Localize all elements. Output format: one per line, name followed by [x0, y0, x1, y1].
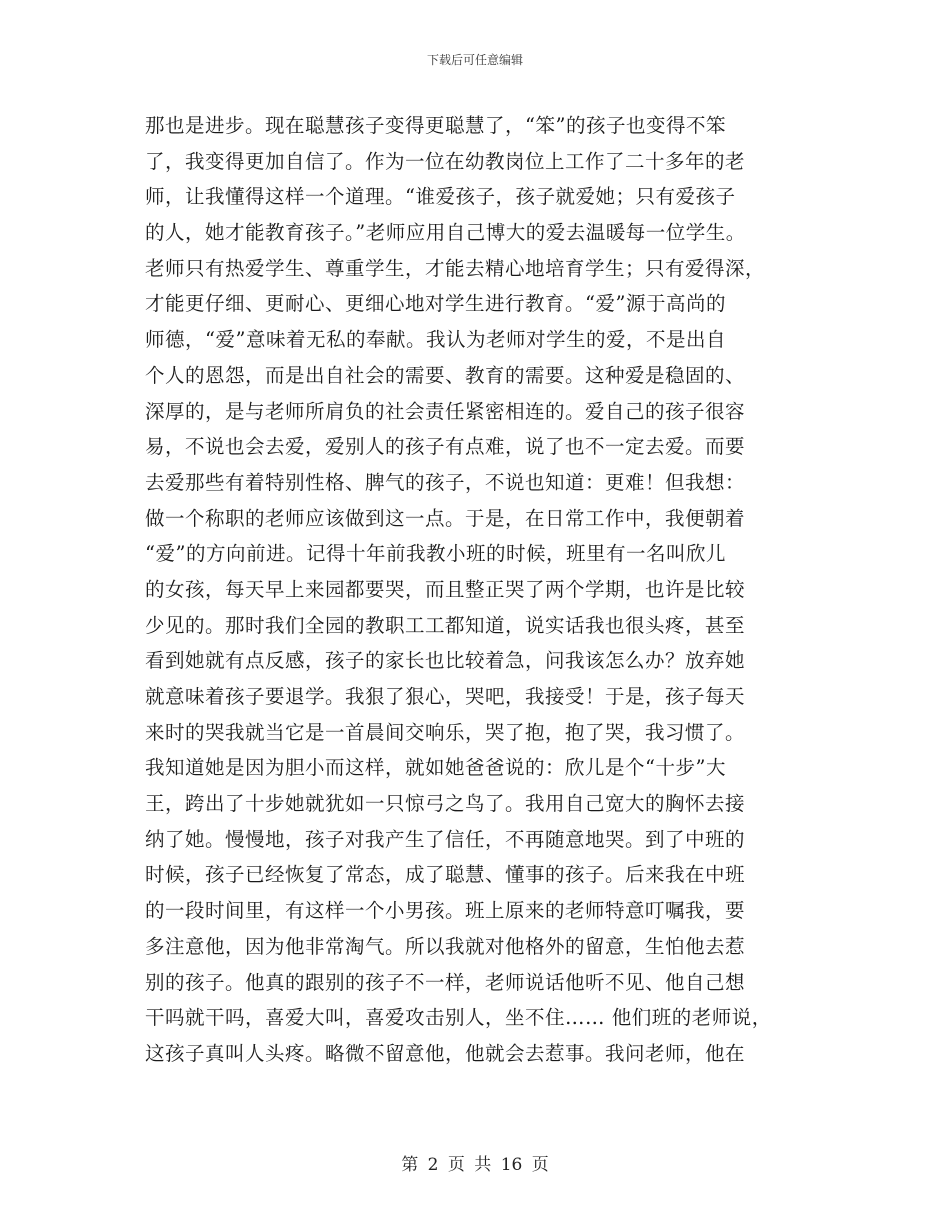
text-line: 老师只有热爱学生、尊重学生，才能去精心地培育学生；只有爱得深，	[145, 256, 766, 280]
text-line: 个人的恩怨，而是出自社会的需要、教育的需要。这种爱是稳固的、	[145, 363, 746, 387]
text-line: 王，跨出了十步她就犹如一只惊弓之鸟了。我用自己宽大的胸怀去接	[145, 792, 746, 816]
text-line: 纳了她。慢慢地，孩子对我产生了信任，不再随意地哭。到了中班的	[145, 827, 746, 851]
text-line: 这孩子真叫人头疼。略微不留意他，他就会去惹事。我问老师，他在	[145, 1041, 746, 1065]
text-line: 我知道她是因为胆小而这样，就如她爸爸说的：欣儿是个“十步”大	[145, 756, 726, 780]
text-line: 的一段时间里，有这样一个小男孩。班上原来的老师特意叮嘱我，要	[145, 899, 746, 923]
text-line: 易，不说也会去爱，爱别人的孩子有点难，说了也不一定去爱。而要	[145, 435, 746, 459]
body-text	[145, 108, 810, 1072]
page-header: 下载后可任意编辑	[426, 53, 523, 67]
text-line: 才能更仔细、更耐心、更细心地对学生进行教育。“爱”源于高尚的	[145, 292, 726, 316]
text-line: 深厚的，是与老师所肩负的社会责任紧密相连的。爱自己的孩子很容	[145, 399, 746, 423]
text-line: 的女孩，每天早上来园都要哭，而且整正哭了两个学期，也许是比较	[145, 577, 746, 601]
text-line: 师德，“爱”意味着无私的奉献。我认为老师对学生的爱，不是出自	[145, 328, 726, 352]
text-line: 做一个称职的老师应该做到这一点。于是，在日常工作中，我便朝着	[145, 506, 746, 530]
text-line: 去爱那些有着特别性格、脾气的孩子，不说也知道：更难！但我想：	[145, 470, 746, 494]
text-line: 看到她就有点反感，孩子的家长也比较着急，问我该怎么办？放弃她	[145, 649, 746, 673]
text-line: 了，我变得更加自信了。作为一位在幼教岗位上工作了二十多年的老	[145, 149, 746, 173]
text-line: 时候，孩子已经恢复了常态，成了聪慧、懂事的孩子。后来我在中班	[145, 863, 746, 887]
text-line: 别的孩子。他真的跟别的孩子不一样，老师说话他听不见、他自己想	[145, 970, 746, 994]
text-line: 多注意他，因为他非常淘气。所以我就对他格外的留意，生怕他去惹	[145, 934, 746, 958]
text-line: 的人，她才能教育孩子。”老师应用自己博大的爱去温暖每一位学生。	[145, 221, 746, 245]
text-line: 来时的哭我就当它是一首晨间交响乐，哭了抱，抱了哭，我习惯了。	[145, 720, 746, 744]
text-line: 干吗就干吗，喜爱大叫，喜爱攻击别人，坐不住…… 他们班的老师说，	[145, 1006, 772, 1030]
page-number-footer: 第 2 页 共 16 页	[401, 1155, 549, 1175]
text-line: 师，让我懂得这样一个道理。“谁爱孩子，孩子就爱她；只有爱孩子	[145, 185, 736, 209]
text-line: “爱”的方向前进。记得十年前我教小班的时候，班里有一名叫欣儿	[145, 542, 726, 566]
text-line: 就意味着孩子要退学。我狠了狠心，哭吧，我接受！于是，孩子每天	[145, 685, 746, 708]
text-line: 那也是进步。现在聪慧孩子变得更聪慧了，“笨”的孩子也变得不笨	[145, 114, 726, 137]
text-line: 少见的。那时我们全园的教职工工都知道，说实话我也很头疼，甚至	[145, 613, 746, 637]
